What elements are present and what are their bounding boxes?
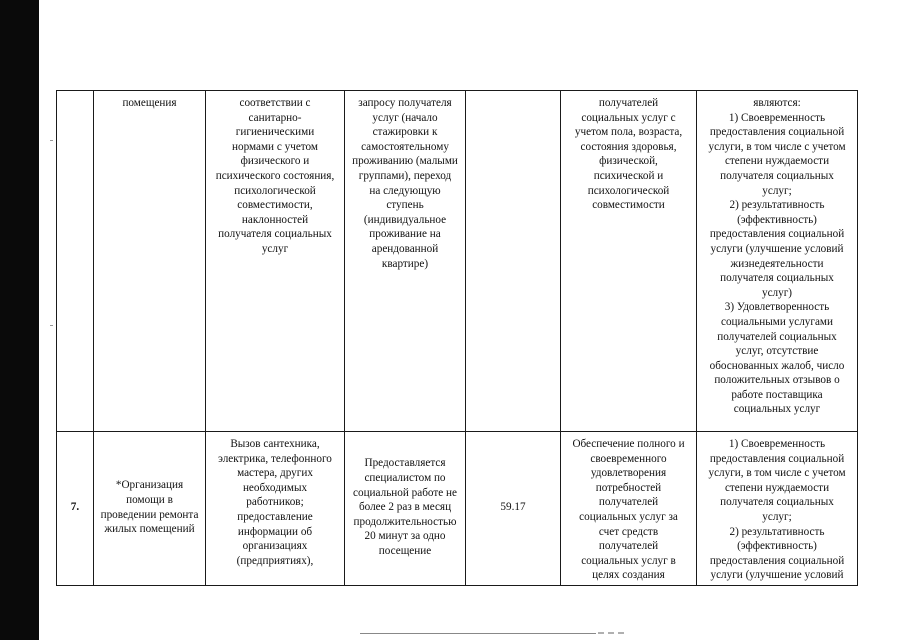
scan-dark-edge (0, 0, 39, 640)
row-number-cell: 7. (57, 432, 94, 586)
services-table (56, 90, 858, 586)
row-number-cell (57, 91, 94, 432)
quality-indicators-cell: являются: 1) Своевременность предоставления социальной услуги, в том числе с учетом степени нуждаемости получателя социальных услуг; 2) результативность (эффективность) предоставления социальной услуги (улучшение условий жизнедеятельности получателя социальных услуг) 3) Удовлетворенность социальными услугами получателей социальных услуг, отсутствие обоснованных жалоб, число положительных отзывов о работе поставщика социальных услуг (697, 91, 858, 432)
service-description-cell: соответствии с санитарно- гигиеническими нормами с учетом физического и психического состояния, психологической совместимости, наклонностей получателя социальных услуг (206, 91, 345, 432)
service-terms-cell: запросу получателя услуг (начало стажировки к самостоятельному проживанию (малыми группами), переход на следующую ступень (индивидуальное проживание на арендованной квартире) (345, 91, 466, 432)
service-terms-cell: Предоставляется специалистом по социальной работе не более 2 раз в месяц продолжительностью 20 минут за одно посещение (345, 432, 466, 586)
service-description-cell: Вызов сантехника, электрика, телефонного мастера, других необходимых работников; предоставление информации об организациях (предприятиях), (206, 432, 345, 586)
footer-dash-mark (598, 632, 624, 634)
service-name-cell: *Организация помощи в проведении ремонта жилых помещений (94, 432, 206, 586)
service-conditions-cell: Обеспечение полного и своевременного удовлетворения потребностей получателей социальных услуг за счет средств получателей социальных услуг в целях создания (561, 432, 697, 586)
service-name-cell: помещения (94, 91, 206, 432)
services-table-wrapper (56, 90, 858, 586)
margin-mark (50, 325, 53, 326)
footer-rule (360, 633, 596, 634)
tariff-cell: 59.17 (466, 432, 561, 586)
table-row (57, 432, 858, 586)
tariff-cell (466, 91, 561, 432)
service-conditions-cell: получателей социальных услуг с учетом пола, возраста, состояния здоровья, физической, психической и психологической совместимости (561, 91, 697, 432)
margin-mark (50, 140, 53, 141)
quality-indicators-cell: 1) Своевременность предоставления социальной услуги, в том числе с учетом степени нуждаемости получателя социальных услуг; 2) результативность (эффективность) предоставления социальной услуги (улучшение условий (697, 432, 858, 586)
table-row (57, 91, 858, 432)
